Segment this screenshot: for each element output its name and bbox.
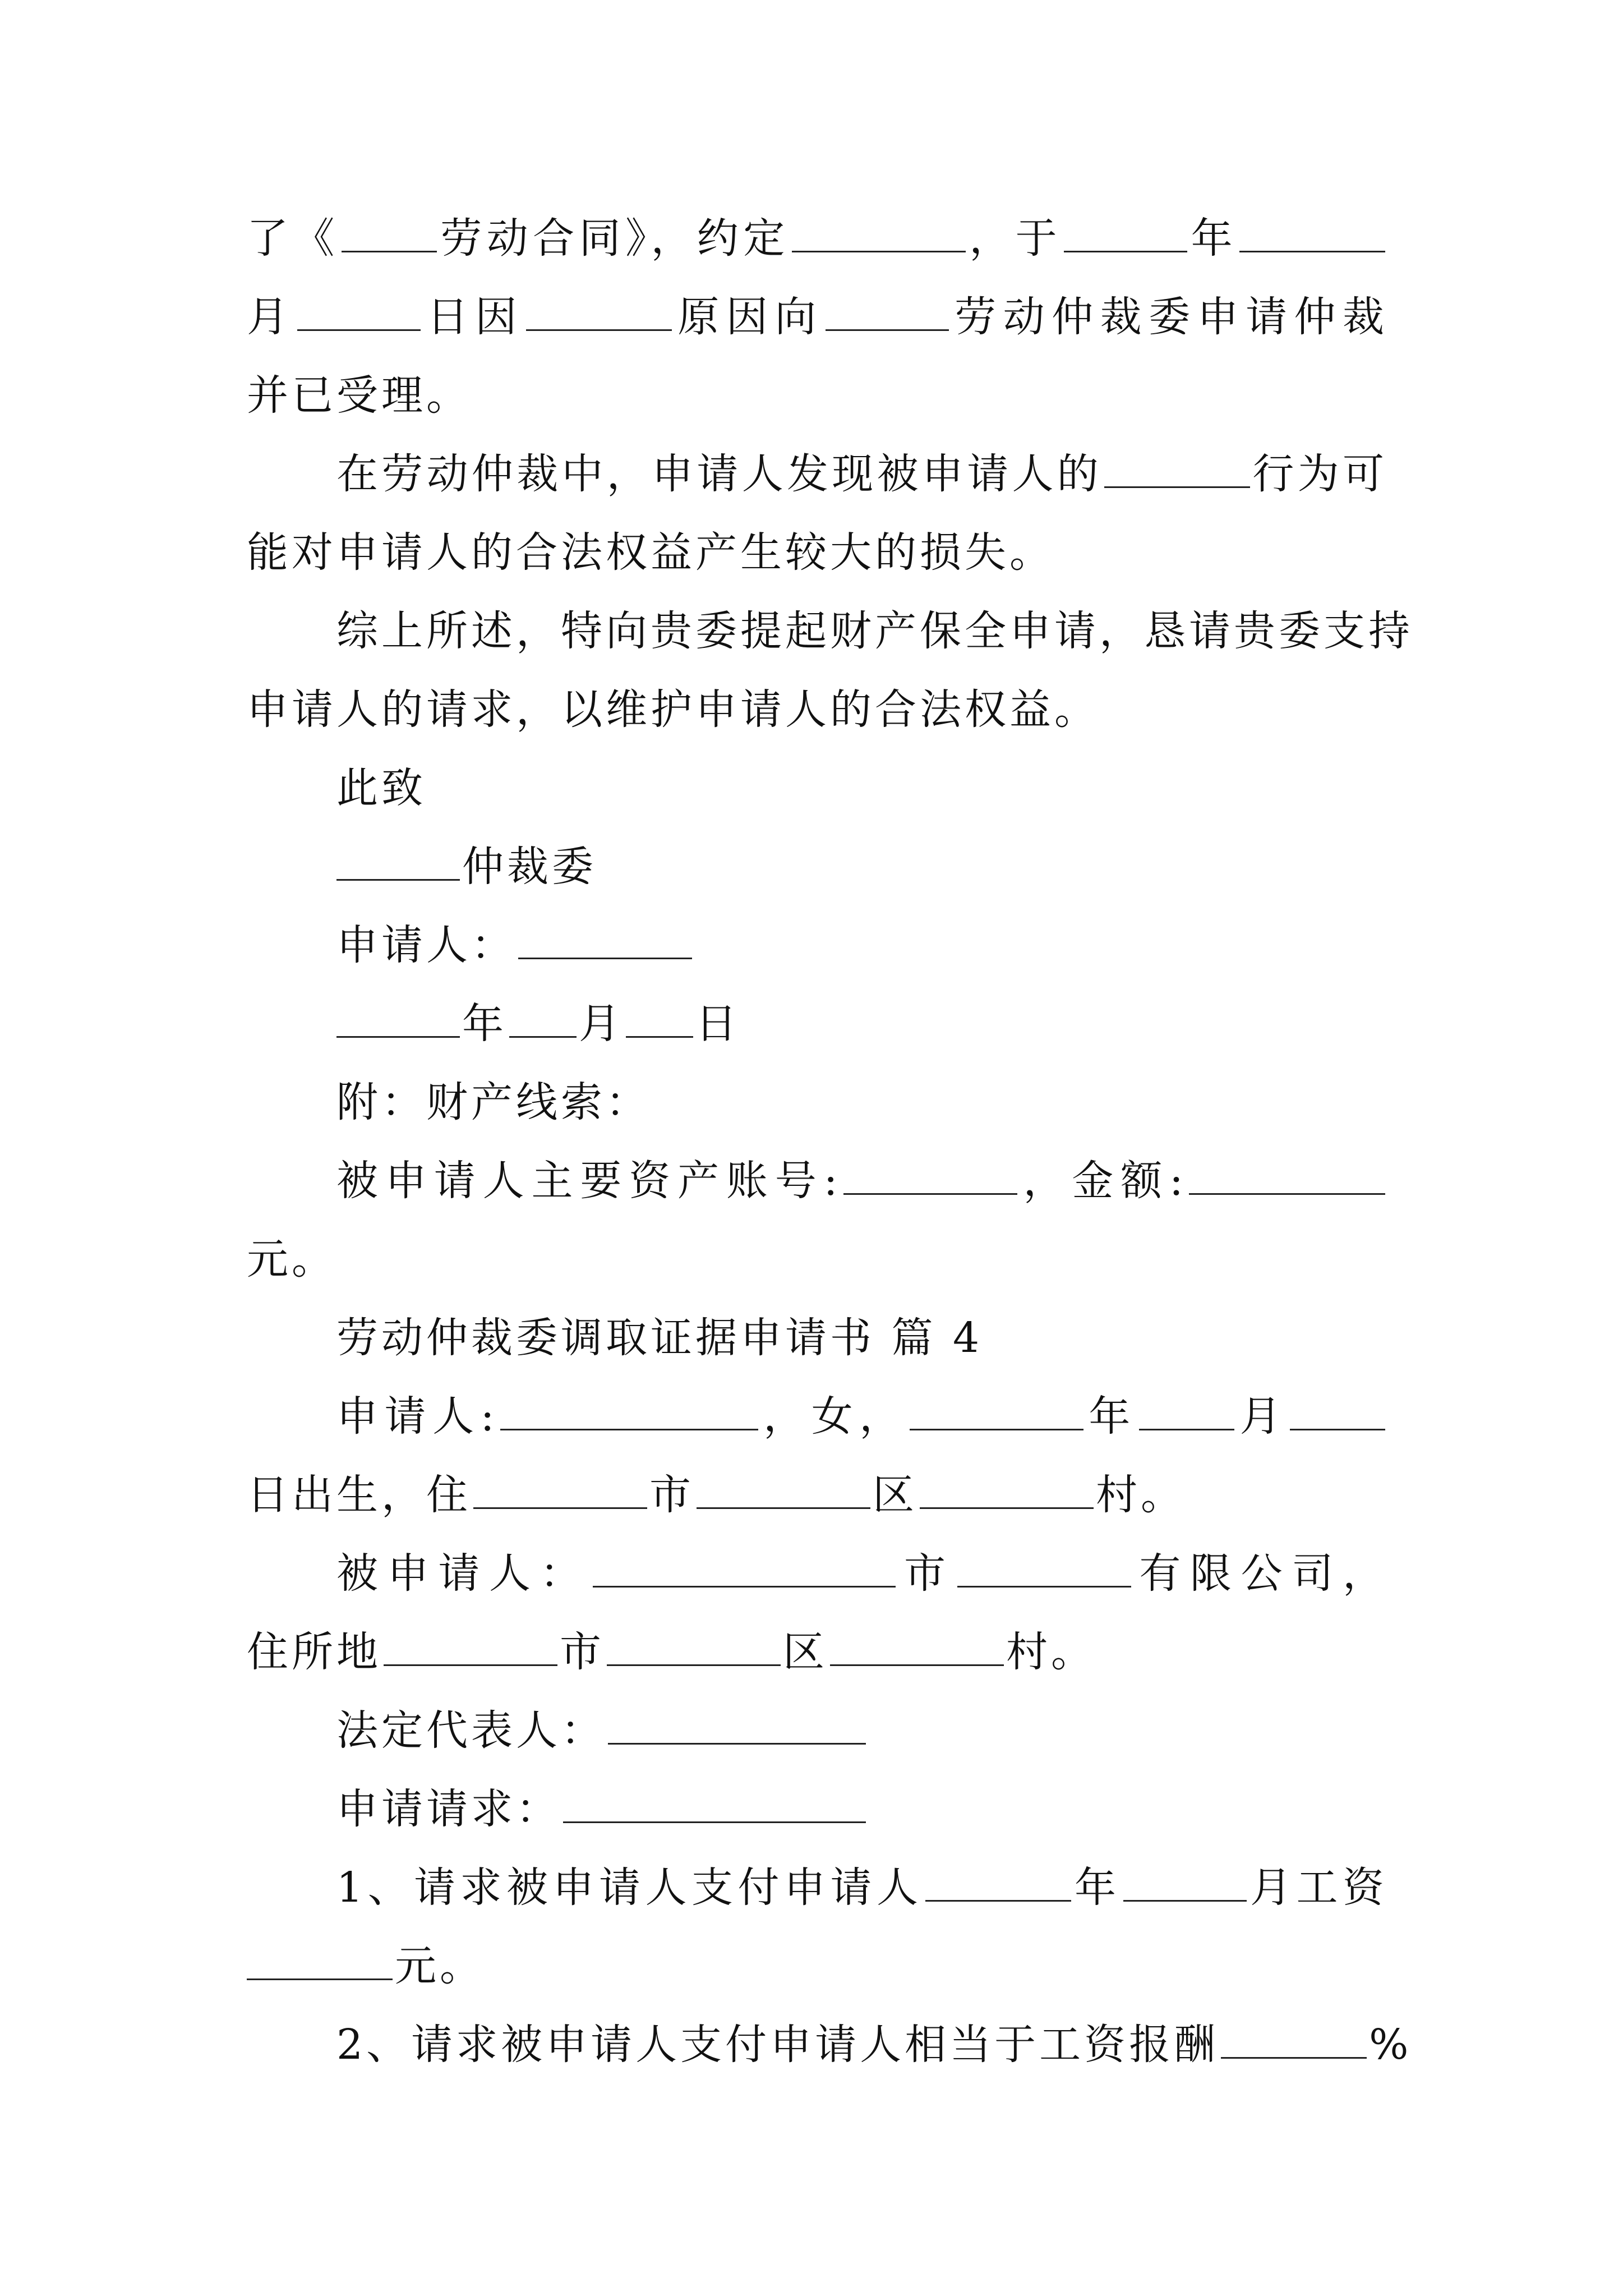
- text-fragment: 村。: [1096, 1471, 1186, 1519]
- addressee-line: [336, 836, 1387, 898]
- text-fragment: 申请请求：: [336, 1785, 561, 1833]
- paragraph-line: 综上所述，特向贵委提起财产保全申请，恳请贵委支持: [336, 607, 1413, 655]
- blank-field: [593, 1545, 896, 1588]
- text-fragment: 有限公司，: [1133, 1549, 1388, 1598]
- text-fragment: 日出生，住: [247, 1471, 471, 1519]
- text-fragment: 市: [898, 1549, 955, 1598]
- blank-field: [1104, 446, 1250, 488]
- text-fragment: 年: [1085, 1392, 1137, 1441]
- paragraph-line: [336, 443, 1387, 505]
- blank-field: [608, 1703, 866, 1745]
- blank-field: [920, 1467, 1094, 1509]
- paragraph-line: [247, 208, 1387, 269]
- text-fragment: ，金额:: [1019, 1157, 1187, 1205]
- text-fragment: 年: [1073, 1864, 1121, 1912]
- blank-field: [518, 917, 692, 959]
- text-fragment: 申请人:: [336, 1392, 498, 1441]
- blank-field: [500, 1388, 758, 1430]
- blank-field: [1290, 1388, 1385, 1430]
- text-fragment: 区: [783, 1628, 828, 1676]
- text-fragment: 行为可: [1252, 450, 1388, 498]
- blank-field: [336, 839, 460, 881]
- blank-field: [1123, 1860, 1247, 1902]
- blank-field: [607, 1624, 781, 1666]
- blank-field: [247, 1938, 393, 1980]
- applicant-line: [336, 1386, 1387, 1447]
- text-fragment: 被申请人：: [336, 1549, 591, 1598]
- request-item-1: [336, 1857, 1387, 1918]
- applicant-address-line: [247, 1464, 1387, 1526]
- text-fragment: 月: [1236, 1392, 1288, 1441]
- blank-field: [792, 210, 966, 252]
- date-line: [336, 993, 1387, 1055]
- blank-field: [526, 289, 672, 331]
- request-line: [336, 1778, 1387, 1840]
- text-fragment: 年: [1189, 214, 1237, 263]
- blank-field: [384, 1624, 557, 1666]
- blank-field: [1064, 210, 1187, 252]
- text-fragment: 了《: [247, 214, 339, 263]
- paragraph-line: 申请人的请求，以维护申请人的合法权益。: [247, 685, 1099, 734]
- blank-field: [843, 1153, 1017, 1195]
- blank-field: [697, 1467, 870, 1509]
- applicant-signature-line: [336, 914, 1387, 976]
- blank-field: [1189, 1153, 1385, 1195]
- text-fragment: 在劳动仲裁中，申请人发现被申请人的: [336, 450, 1103, 498]
- text-fragment: ，女，: [760, 1392, 907, 1441]
- text-fragment: 元。: [395, 1942, 485, 1990]
- text-fragment: 区: [873, 1471, 917, 1519]
- text-fragment: 月: [247, 293, 296, 341]
- text-fragment: 2、请求被申请人支付申请人相当于工资报酬: [336, 2021, 1219, 2069]
- text-fragment: 月工资: [1248, 1864, 1387, 1912]
- text-fragment: 市: [649, 1471, 694, 1519]
- text-fragment: 日: [695, 1000, 740, 1048]
- blank-field: [342, 210, 437, 252]
- text-fragment: 住所地: [247, 1628, 381, 1676]
- blank-field: [1139, 1388, 1234, 1430]
- text-fragment: 劳动合同》，约定: [439, 214, 790, 263]
- text-fragment: 日因: [423, 293, 524, 341]
- attachment-heading: 附：财产线索：: [336, 1078, 651, 1126]
- text-fragment: 月: [579, 1000, 624, 1048]
- respondent-line: [336, 1543, 1387, 1604]
- blank-field: [336, 996, 460, 1038]
- blank-field: [1239, 210, 1385, 252]
- paragraph-line: 元。: [247, 1235, 336, 1283]
- text-fragment: 市: [560, 1628, 605, 1676]
- text-fragment: 1、请求被申请人支付申请人: [336, 1864, 923, 1912]
- blank-field: [297, 289, 421, 331]
- legal-rep-line: [336, 1700, 1387, 1761]
- blank-field: [826, 289, 949, 331]
- blank-field: [563, 1781, 866, 1823]
- request-item-1-cont: [247, 1935, 1387, 1997]
- blank-field: [910, 1388, 1083, 1430]
- text-fragment: 申请人：: [336, 921, 516, 969]
- paragraph-line: [247, 286, 1387, 348]
- blank-field: [626, 996, 693, 1038]
- paragraph-line: 并已受理。: [247, 371, 471, 420]
- text-fragment: 仲裁委: [462, 843, 597, 891]
- blank-field: [830, 1624, 1004, 1666]
- text-fragment: 法定代表人：: [336, 1706, 606, 1755]
- request-item-2: [336, 2014, 1410, 2076]
- text-fragment: ，于: [967, 214, 1062, 263]
- blank-field: [1221, 2017, 1367, 2059]
- paragraph-line: 能对申请人的合法权益产生较大的损失。: [247, 528, 1054, 577]
- text-fragment: 劳动仲裁委申请仲裁: [951, 293, 1388, 341]
- closing-text: 此致: [336, 764, 426, 812]
- blank-field: [925, 1860, 1071, 1902]
- text-fragment: 村。: [1006, 1628, 1096, 1676]
- section-title: 劳动仲裁委调取证据申请书 篇 4: [336, 1314, 983, 1362]
- text-fragment: 原因向: [674, 293, 823, 341]
- account-line: [336, 1150, 1387, 1212]
- text-fragment: %: [1369, 2021, 1412, 2069]
- respondent-address-line: [247, 1621, 1387, 1683]
- blank-field: [509, 996, 577, 1038]
- blank-field: [473, 1467, 647, 1509]
- blank-field: [957, 1545, 1131, 1588]
- text-fragment: 被申请人主要资产账号:: [336, 1157, 841, 1205]
- text-fragment: 年: [462, 1000, 507, 1048]
